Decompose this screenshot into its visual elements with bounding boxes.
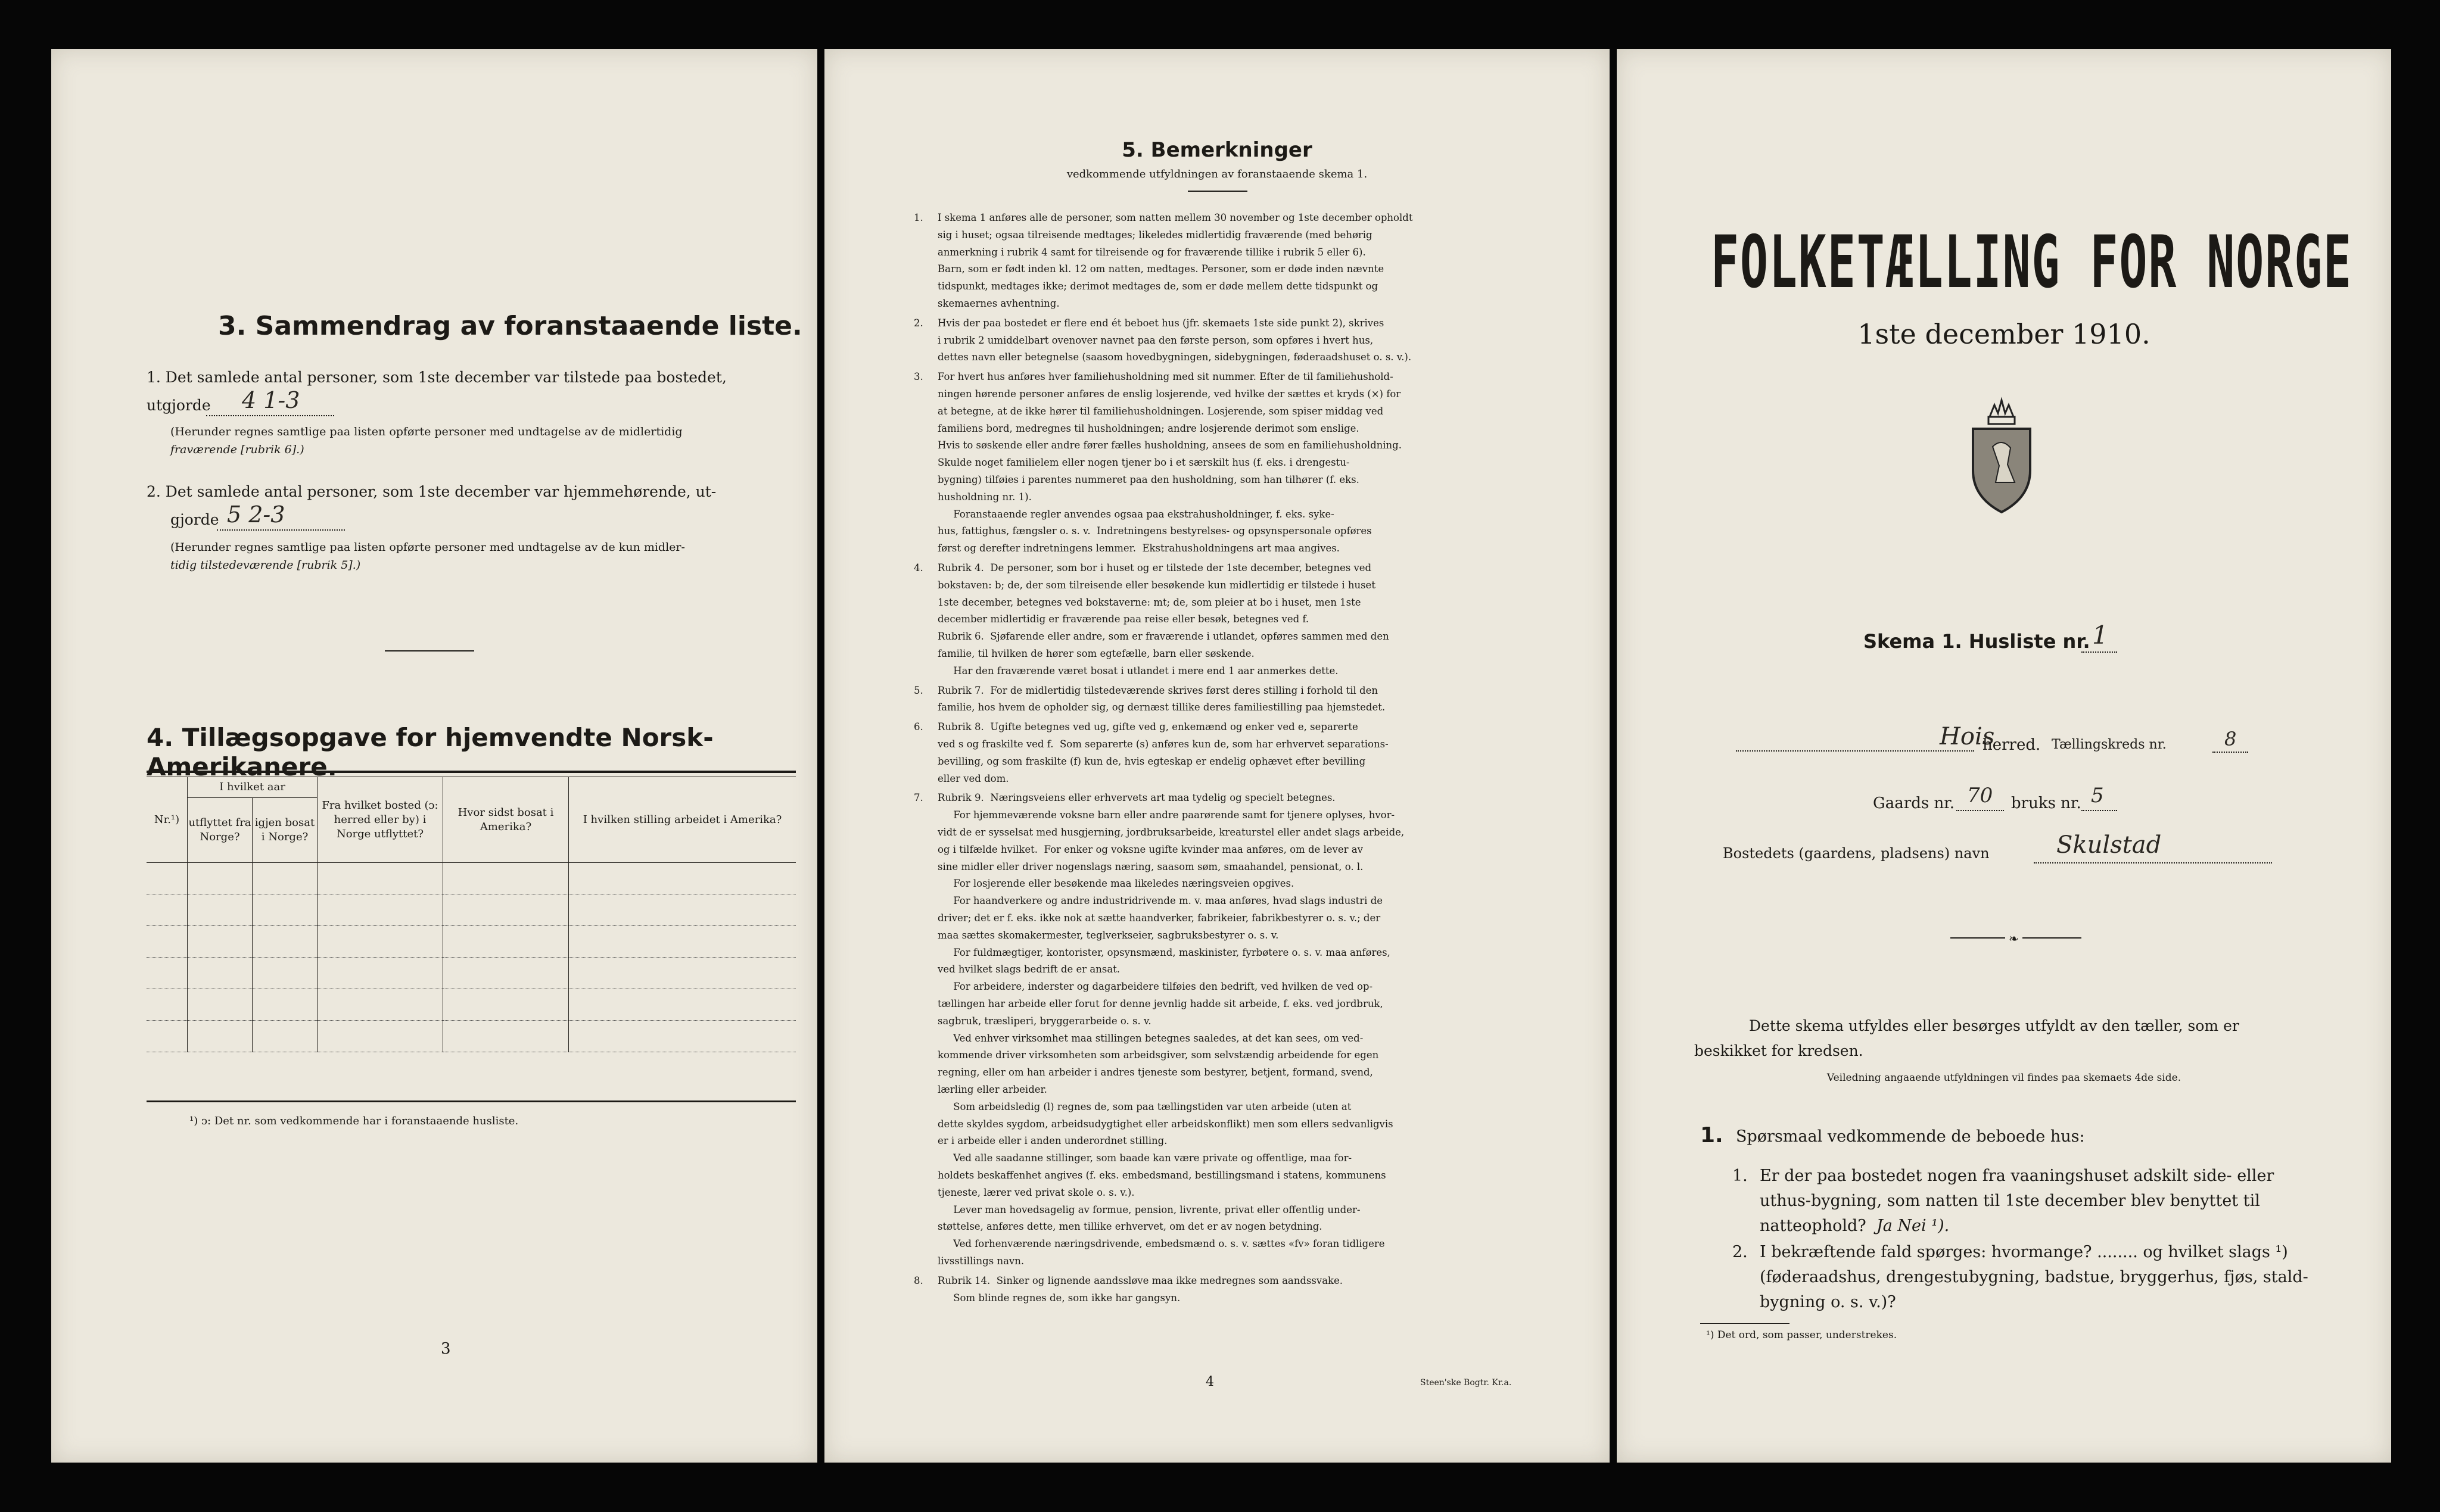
remark-line: kommende driver virksomheten som arbeidsgiver, som selvstændig arbeidende for egen bbox=[938, 1049, 1379, 1061]
remark-line: bokstaven: b; de, der som tilreisende eller besøkende kun midlertidig er tilstede i huset bbox=[938, 579, 1375, 591]
remark-line: ved s og fraskilte ved f. Som separerte (s) anføres kun de, som har erhvervet separations- bbox=[938, 738, 1389, 750]
remark-line: Rubrik 9. Næringsveiens eller erhvervets art maa tydelig og specielt betegnes. bbox=[938, 792, 1336, 804]
q1-line-1: Er der paa bostedet nogen fra vaaningshuset adskilt side- eller bbox=[1760, 1167, 2274, 1185]
gaards-value: 70 bbox=[1967, 784, 1993, 808]
table-row bbox=[147, 894, 796, 926]
remark-line: driver; det er f. eks. ikke nok at sætte haandverker, fabrikeier, fabrikbestyrer o. s. v.; der bbox=[938, 912, 1381, 924]
remark-line: For fuldmægtiger, kontorister, opsynsmænd, maskinister, fyrbøtere o. s. v. maa anføres, bbox=[938, 946, 1390, 958]
item-1-handwritten-value: 4 1-3 bbox=[242, 387, 300, 413]
table-row bbox=[147, 958, 796, 989]
bruks-label: bruks nr. bbox=[2011, 794, 2081, 812]
section-divider bbox=[385, 650, 474, 651]
bruks-dotted-line bbox=[2081, 810, 2117, 811]
remark-line: Barn, som er født inden kl. 12 om natten, medtages. Personer, som er døde inden nævnte bbox=[938, 263, 1384, 275]
printer-credit: Steen'ske Bogtr. Kr.a. bbox=[1420, 1378, 1512, 1388]
remark-line: For hjemmeværende voksne barn eller andre paarørende samt for tjenere oplyses, hvor- bbox=[938, 809, 1395, 821]
bemerkninger-subheading: vedkommende utfyldningen av foranstaaende skema 1. bbox=[1066, 168, 1368, 180]
remark-line: Har den fraværende været bosat i utlandet i mere end 1 aar anmerkes dette. bbox=[938, 665, 1339, 676]
herred-label: herred. bbox=[1982, 736, 2041, 754]
table-bottom-rule bbox=[147, 1101, 796, 1102]
remark-line: at betegne, at de ikke hører til familiehusholdningen. Losjerende, som spiser middag ved bbox=[938, 405, 1384, 417]
bosted-value: Skulstad bbox=[2056, 831, 2162, 859]
remark-line: Skulde noget familielem eller nogen tjener bo i et særskilt hus (f. eks. i drengestu- bbox=[938, 457, 1350, 469]
remark-line: sagbruk, træsliperi, bryggerarbeide o. s. v. bbox=[938, 1015, 1151, 1027]
remark-line: 1ste december, betegnes ved bokstaverne: mt; de, som pleier at bo i huset, men 1ste bbox=[938, 596, 1361, 608]
kreds-dotted-line bbox=[2212, 752, 2248, 753]
remark-line: tidspunkt, medtages ikke; derimot medtages de, som er døde mellem dette tidspunkt og bbox=[938, 280, 1378, 292]
remark-line: familie, hos hvem de opholder sig, og dernæst tillike deres familiestilling paa hjemstedet. bbox=[938, 702, 1386, 713]
heading-rule bbox=[1188, 191, 1247, 192]
bemerkninger-heading: 5. Bemerkninger bbox=[1122, 138, 1312, 162]
remark-line: Foranstaaende regler anvendes ogsaa paa ekstrahusholdninger, f. eks. syke- bbox=[938, 508, 1334, 520]
remark-line: familie, til hvilken de hører som egtefælle, barn eller søskende. bbox=[938, 647, 1255, 659]
bruks-value: 5 bbox=[2091, 784, 2104, 808]
remark-line: For losjerende eller besøkende maa likeledes næringsveien opgives. bbox=[938, 878, 1294, 890]
q1-number: 1. bbox=[1732, 1167, 1748, 1185]
col-igjen-bosat: igjen bosat i Norge? bbox=[253, 798, 318, 863]
kreds-value: 8 bbox=[2224, 728, 2237, 750]
remark-line: hus, fattighus, fængsler o. s. v. Indretningens bestyrelses- og opsynspersonale opføres bbox=[938, 525, 1372, 537]
remark-line: maa sættes skomakermester, teglverkseier, sagbruksbestyrer o. s. v. bbox=[938, 929, 1279, 941]
remark-line: vidt de er sysselsat med husgjerning, jordbruksarbeide, kreaturstel eller andet slags arbeide, bbox=[938, 826, 1405, 838]
item-1-text: 1. Det samlede antal personer, som 1ste december var tilstede paa bostedet, bbox=[147, 369, 727, 386]
item-2-note bbox=[170, 538, 772, 574]
questions-heading: Spørsmaal vedkommende de beboede hus: bbox=[1736, 1127, 2085, 1146]
item-2-utgjorde-label: gjorde bbox=[170, 511, 219, 528]
remark-line: eller ved dom. bbox=[938, 772, 1009, 784]
remark-line: Rubrik 8. Ugifte betegnes ved ug, gifte ved g, enkemænd og enker ved e, separerte bbox=[938, 721, 1358, 733]
table-footnote: ¹) ᴐ: Det nr. som vedkommende har i foranstaaende husliste. bbox=[189, 1115, 519, 1127]
remark-line: For haandverkere og andre industridrivende m. v. maa anføres, hvad slags industri de bbox=[938, 895, 1383, 907]
bosted-label: Bostedets (gaardens, pladsens) navn bbox=[1723, 845, 1990, 862]
page-number: 3 bbox=[441, 1340, 451, 1358]
info-text bbox=[1694, 1014, 2349, 1064]
husliste-number: 1 bbox=[2092, 621, 2108, 650]
table-row bbox=[147, 863, 796, 894]
remark-line: livsstillings navn. bbox=[938, 1255, 1025, 1267]
info-small: Veiledning angaaende utfyldningen vil findes paa skemaets 4de side. bbox=[1826, 1072, 2181, 1084]
remark-paragraph bbox=[938, 315, 1542, 366]
page-3 bbox=[51, 49, 817, 1463]
item-2-handwritten-value: 5 2-3 bbox=[227, 501, 285, 528]
remark-line: ningen hørende personer anføres de enslig losjerende, ved hvilke der sættes et kryds (×) for bbox=[938, 388, 1401, 400]
remark-line: dettes navn eller betegnelse (saasom hovedbygningen, sidebygningen, føderaadshuset o. s. v.). bbox=[938, 351, 1412, 363]
remark-line: støttelse, anføres dette, men tillike erhvervet, om det er av nogen betydning. bbox=[938, 1221, 1322, 1233]
footnote-rule bbox=[1700, 1323, 1789, 1324]
col-stilling: I hvilken stilling arbeidet i Amerika? bbox=[569, 777, 796, 863]
remark-number: 4. bbox=[914, 562, 923, 573]
q2-number: 2. bbox=[1732, 1243, 1748, 1261]
footnote: ¹) Det ord, som passer, understrekes. bbox=[1706, 1329, 1897, 1341]
remark-number: 1. bbox=[914, 212, 923, 223]
section-3-item-2 bbox=[147, 478, 772, 534]
remark-paragraph bbox=[938, 682, 1542, 717]
col-hvor-bosat: Hvor sidst bosat i Amerika? bbox=[443, 777, 569, 863]
remark-line: Rubrik 14. Sinker og lignende aandssløve maa ikke medregnes som aandssvake. bbox=[938, 1274, 1343, 1286]
q2-text bbox=[1760, 1240, 2326, 1315]
remark-line: Hvis to søskende eller andre fører fælles husholdning, ansees de som en familiehusholdning. bbox=[938, 439, 1402, 451]
remark-line: Ved enhver virksomhet maa stillingen betegnes saaledes, at det kan sees, om ved- bbox=[938, 1032, 1364, 1044]
q2-line-2: (føderaadshus, drengestubygning, badstue, bryggerhus, fjøs, stald- bbox=[1760, 1268, 2308, 1286]
q2-line-3: bygning o. s. v.)? bbox=[1760, 1293, 1896, 1311]
remark-line: og i tilfælde hvilket. For enker og voksne ugifte kvinder maa anføres, om de lever av bbox=[938, 843, 1363, 855]
remark-line: er i arbeide eller i anden underordnet stilling. bbox=[938, 1135, 1168, 1147]
item-2-note-line-a: (Herunder regnes samtlige paa listen opførte personer med undtagelse av de kun midler- bbox=[170, 541, 685, 554]
table-row bbox=[147, 926, 796, 958]
q1-line-3: natteophold? bbox=[1760, 1217, 1866, 1235]
q2-line-1: I bekræftende fald spørges: hvormange? ........ og hvilket slags ¹) bbox=[1760, 1243, 2288, 1261]
remark-line: sig i huset; ogsaa tilreisende medtages; likeledes midlertidig fraværende (med behørig bbox=[938, 229, 1372, 241]
remark-line: ved hvilket slags bedrift de er ansat. bbox=[938, 964, 1121, 975]
gaards-label: Gaards nr. bbox=[1873, 794, 1955, 812]
remark-line: skemaernes avhentning. bbox=[938, 297, 1060, 309]
remark-line: For hvert hus anføres hver familiehusholdning med sit nummer. Efter de til familiehushold- bbox=[938, 371, 1393, 383]
remark-line: tællingen har arbeide eller forut for denne jevnlig hadde sit arbeide, f. eks. ved jordbruk, bbox=[938, 997, 1383, 1009]
questions-number: 1. bbox=[1700, 1123, 1723, 1148]
herred-value: Hois bbox=[1940, 723, 1995, 750]
col-group-year: I hvilket aar bbox=[188, 777, 318, 798]
table-row bbox=[147, 989, 796, 1021]
gaards-dotted-line bbox=[1956, 810, 2004, 811]
remark-paragraph bbox=[938, 369, 1542, 557]
remark-line: bygning) tilføies i parentes nummeret paa den husholdning, som han tilhører (f. eks. bbox=[938, 473, 1359, 485]
remark-line: regning, eller om han arbeider i andres tjeneste som bestyrer, betjent, formand, svend, bbox=[938, 1067, 1373, 1078]
remark-line: i rubrik 2 umiddelbart ovenover navnet paa den første person, som opføres i hvert hus, bbox=[938, 334, 1374, 346]
item-2-note-line-b: tidig tilstedeværende [rubrik 5].) bbox=[170, 559, 361, 572]
remark-line: bevilling, og som fraskilte (f) kun de, hvis egteskap er endelig ophævet efter bevilling bbox=[938, 755, 1366, 767]
remark-number: 5. bbox=[914, 684, 923, 696]
remark-line: Hvis der paa bostedet er flere end ét beboet hus (jfr. skemaets 1ste side punkt 2), skrives bbox=[938, 317, 1384, 329]
kreds-label: Tællingskreds nr. bbox=[2052, 737, 2167, 752]
info-line-2: beskikket for kredsen. bbox=[1694, 1042, 1863, 1059]
remark-paragraph bbox=[938, 1273, 1542, 1307]
remark-line: Som arbeidsledig (l) regnes de, som paa tællingstiden var uten arbeide (uten at bbox=[938, 1101, 1352, 1112]
remark-paragraph bbox=[938, 719, 1542, 787]
remark-line: dette skyldes sygdom, arbeidsudygtighet eller arbeidskonflikt) men som ellers sedvanligvis bbox=[938, 1118, 1393, 1130]
col-nr: Nr.¹) bbox=[147, 777, 188, 863]
remark-line: Rubrik 4. De personer, som bor i huset og er tilstede der 1ste december, betegnes ved bbox=[938, 562, 1372, 573]
remark-number: 6. bbox=[914, 721, 923, 733]
item-1-note bbox=[170, 423, 772, 459]
col-utflyttet: utflyttet fra Norge? bbox=[188, 798, 253, 863]
remark-line: Som blinde regnes de, som ikke har gangsyn. bbox=[938, 1292, 1181, 1304]
husliste-dotted-line bbox=[2081, 651, 2117, 653]
remark-paragraph bbox=[938, 560, 1542, 680]
info-line-1: Dette skema utfyldes eller besørges utfyldt av den tæller, som er bbox=[1749, 1017, 2239, 1034]
remark-line: husholdning nr. 1). bbox=[938, 491, 1032, 503]
page-1 bbox=[1617, 49, 2391, 1463]
page-4 bbox=[824, 49, 1610, 1463]
remark-line: For arbeidere, inderster og dagarbeidere tilføies den bedrift, ved hvilken de ved op- bbox=[938, 981, 1373, 993]
remark-line: holdets beskaffenhet angives (f. eks. embedsmand, bestillingsmand i statens, kommunens bbox=[938, 1169, 1386, 1181]
item-1-note-line-a: (Herunder regnes samtlige paa listen opførte personer med undtagelse av de midlertidig bbox=[170, 425, 683, 438]
remark-number: 7. bbox=[914, 792, 923, 804]
skema-label: Skema 1. Husliste nr. bbox=[1863, 630, 2090, 653]
item-1-note-line-b: fraværende [rubrik 6].) bbox=[170, 443, 304, 456]
remark-paragraph bbox=[938, 210, 1542, 313]
remark-line: I skema 1 anføres alle de personer, som natten mellem 30 november og 1ste december opholdt bbox=[938, 212, 1413, 223]
remark-line: Lever man hovedsagelig av formue, pension, livrente, privat eller offentlig under- bbox=[938, 1204, 1361, 1215]
item-1-dotted-line bbox=[206, 415, 334, 416]
remark-line: Ved alle saadanne stillinger, som baade kan være private og offentlige, maa for- bbox=[938, 1152, 1352, 1164]
ornament-icon: ❧ bbox=[2005, 931, 2022, 946]
col-fra-bosted: Fra hvilket bosted (ᴐ: herred eller by) i Norge utflyttet? bbox=[318, 777, 443, 863]
item-1-utgjorde-label: utgjorde bbox=[147, 397, 211, 414]
section-3-item-1 bbox=[147, 363, 772, 419]
norsk-amerikanere-table bbox=[147, 777, 796, 1052]
section-3-heading: 3. Sammendrag av foranstaaende liste. bbox=[218, 311, 802, 341]
q1-options: Ja Nei ¹). bbox=[1876, 1217, 1950, 1235]
remark-line: december midlertidig er fraværende paa reise eller besøk, betegnes ved f. bbox=[938, 613, 1309, 625]
herred-dotted-line bbox=[1736, 750, 1974, 752]
remark-line: anmerkning i rubrik 4 samt for tilreisende og for fraværende tillike i rubrik 5 eller 6). bbox=[938, 246, 1366, 258]
remark-line: lærling eller arbeider. bbox=[938, 1083, 1047, 1095]
table-row bbox=[147, 1021, 796, 1052]
remark-line: først og derefter indretningens lemmer. Ekstrahusholdningens art maa angives. bbox=[938, 543, 1340, 554]
form-title: FOLKETÆLLING FOR NORGE bbox=[1711, 222, 2353, 305]
remark-line: sine midler eller driver nogenslags næring, saasom søm, smaahandel, pensionat, o. l. bbox=[938, 861, 1364, 872]
census-date: 1ste december 1910. bbox=[1857, 318, 2150, 350]
bosted-dotted-line bbox=[2034, 862, 2272, 863]
coat-of-arms-icon bbox=[1960, 393, 2043, 518]
page-number: 4 bbox=[1206, 1374, 1214, 1389]
remark-line: Rubrik 6. Sjøfarende eller andre, som er fraværende i utlandet, opføres sammen med den bbox=[938, 631, 1389, 643]
q1-text bbox=[1760, 1164, 2326, 1239]
remark-number: 2. bbox=[914, 317, 923, 329]
item-2-dotted-line bbox=[217, 529, 345, 531]
item-2-text: 2. Det samlede antal personer, som 1ste december var hjemmehørende, ut- bbox=[147, 483, 717, 500]
section-4-heading: 4. Tillægsopgave for hjemvendte Norsk-Amerikanere. bbox=[147, 723, 714, 781]
table-top-rule bbox=[147, 771, 796, 773]
remark-number: 8. bbox=[914, 1274, 923, 1286]
remark-line: Ved forhenværende næringsdrivende, embedsmænd o. s. v. sættes «fv» foran tidligere bbox=[938, 1238, 1385, 1250]
q1-line-2: uthus-bygning, som natten til 1ste december blev benyttet til bbox=[1760, 1192, 2260, 1210]
remark-paragraph bbox=[938, 790, 1542, 1270]
remark-line: familiens bord, medregnes til husholdningen; andre losjerende derimot som enslige. bbox=[938, 422, 1359, 434]
remark-line: tjeneste, lærer ved privat skole o. s. v.). bbox=[938, 1186, 1135, 1198]
remark-line: Rubrik 7. For de midlertidig tilstedeværende skrives først deres stilling i forhold til den bbox=[938, 684, 1378, 696]
remark-number: 3. bbox=[914, 371, 923, 383]
